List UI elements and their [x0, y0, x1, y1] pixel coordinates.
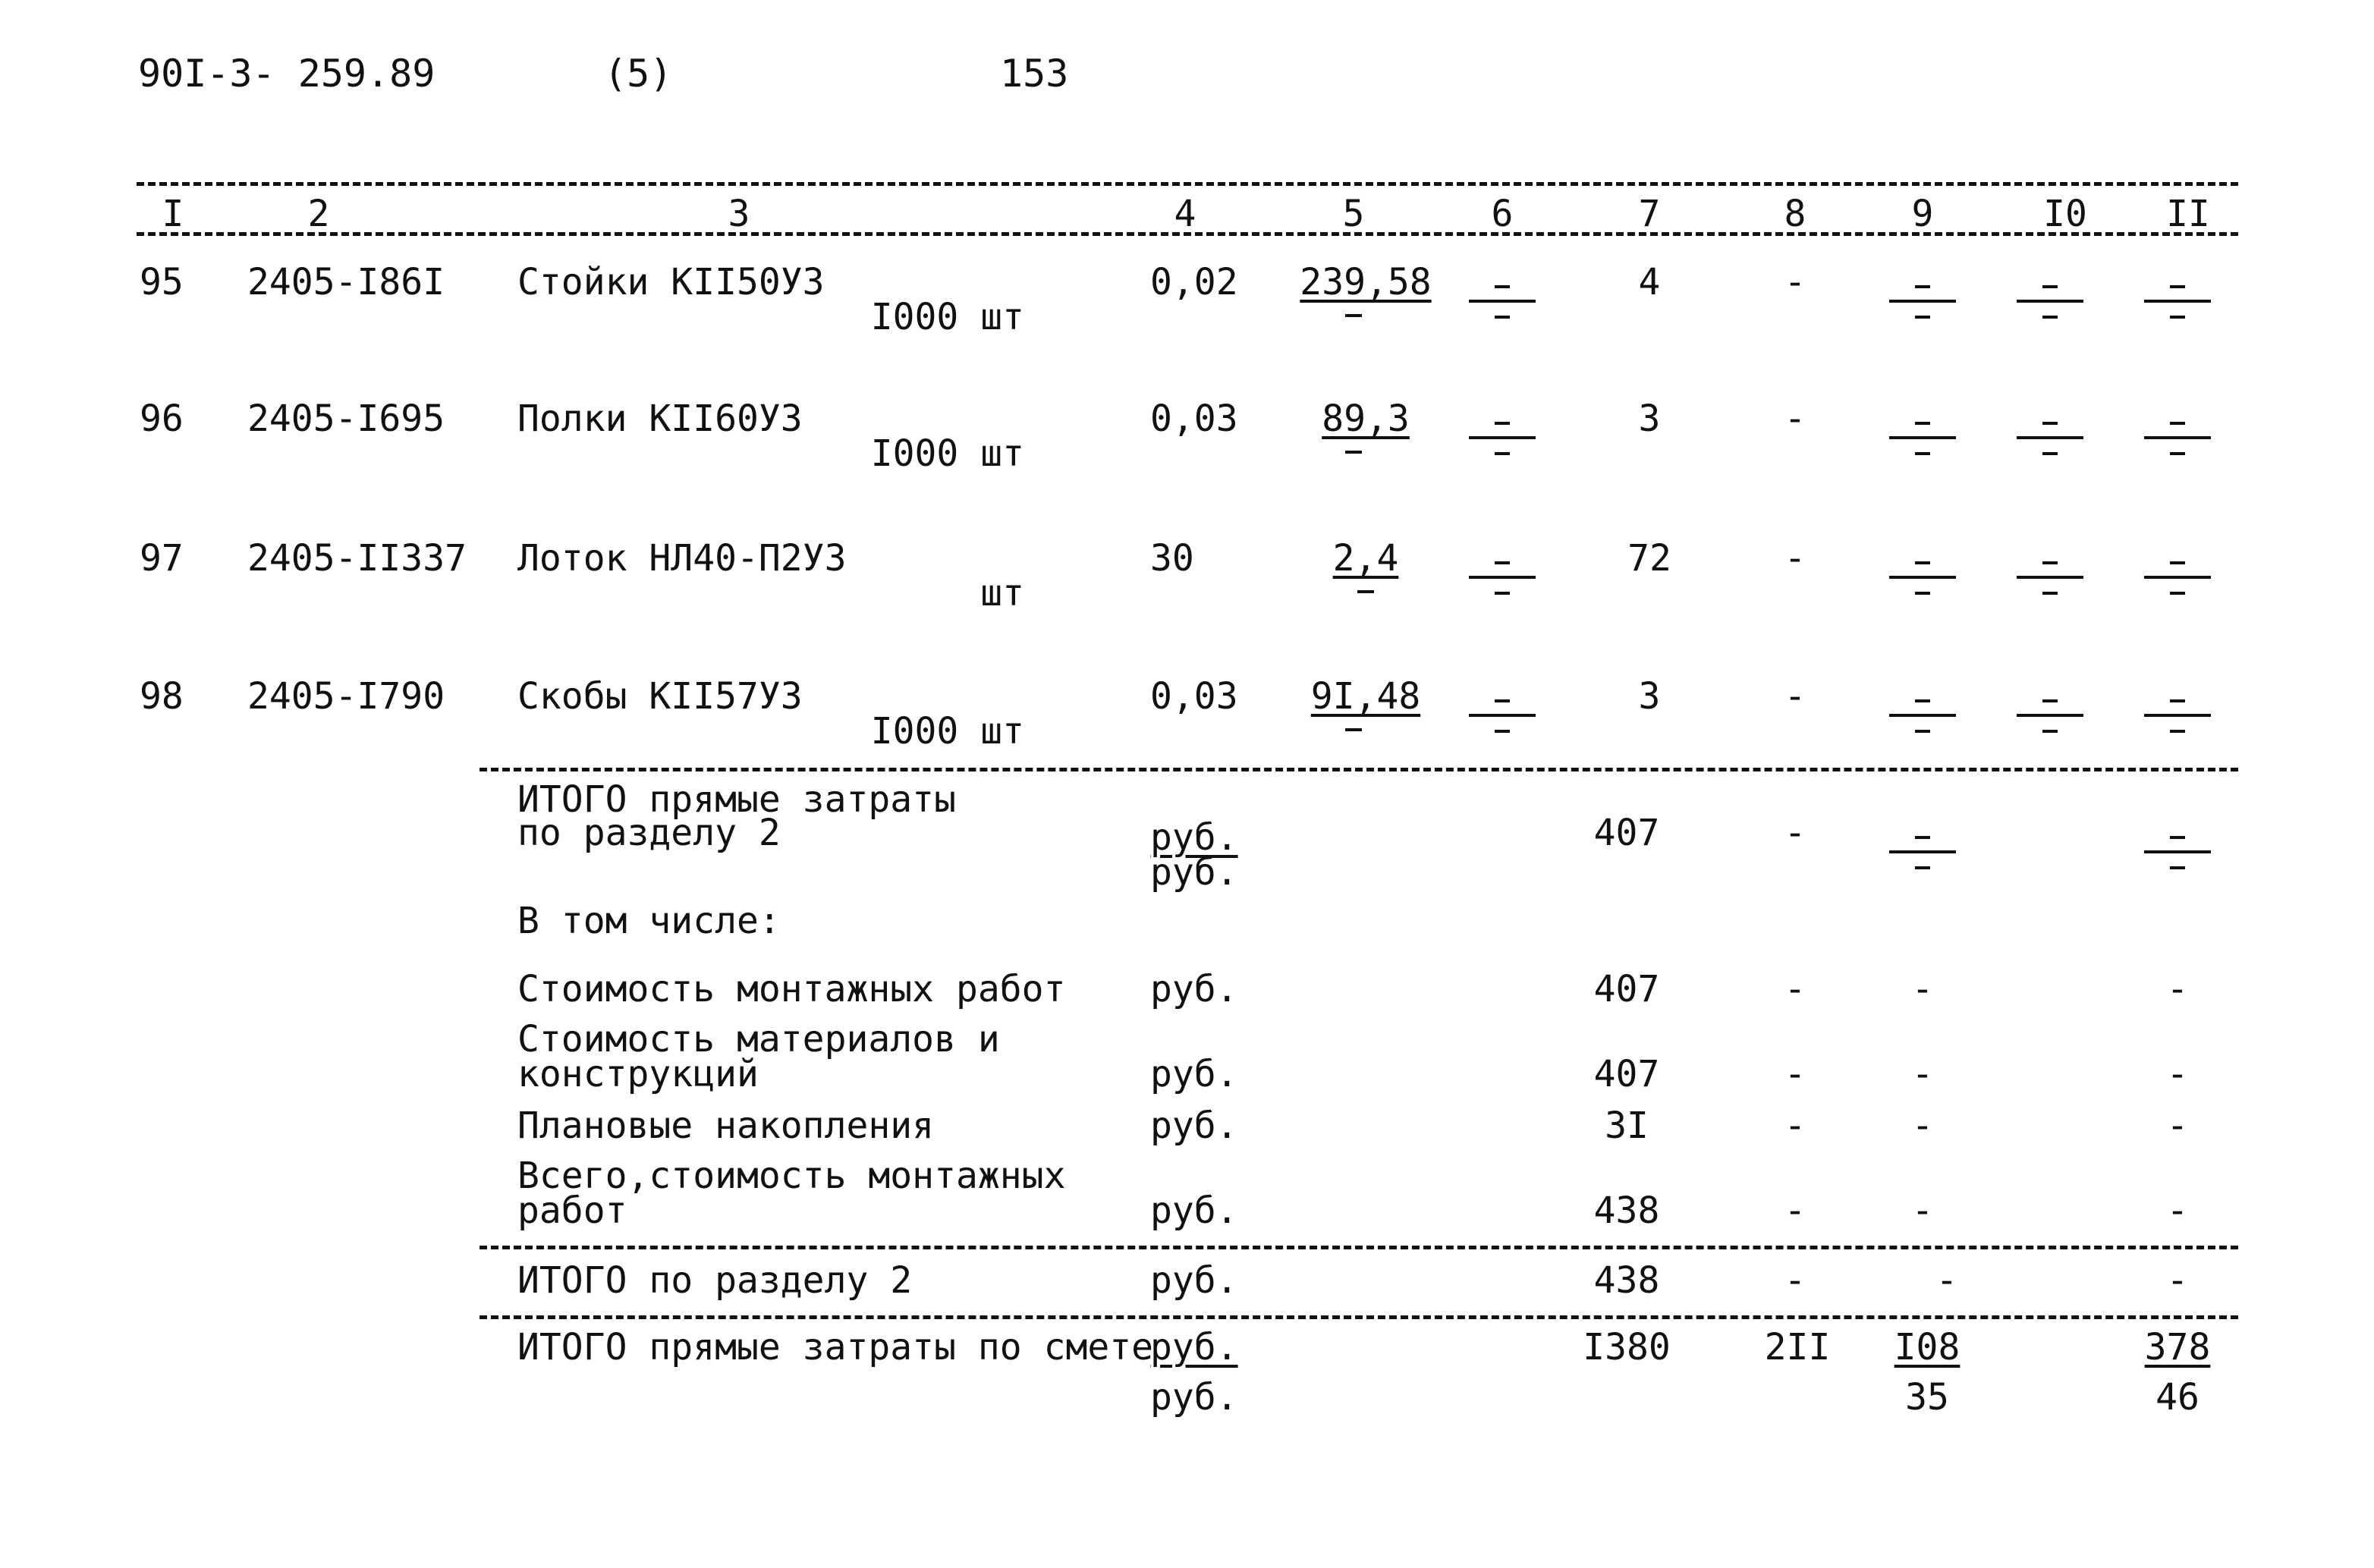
- materials-col11: -: [2166, 1053, 2189, 1095]
- overall-installation-total: 438: [1593, 1189, 1660, 1232]
- summary-col8: -: [1784, 812, 1806, 854]
- col-header-5: 5: [1342, 193, 1365, 235]
- empty-fraction-mark: [2017, 555, 2083, 599]
- section-total-col9: -: [1935, 1259, 1958, 1302]
- row-name: Стойки КII50УЗ: [517, 261, 825, 303]
- row-number: 98: [140, 675, 184, 718]
- empty-fraction-mark: [2144, 830, 2211, 874]
- row-quantity: 0,03: [1150, 675, 1238, 718]
- installation-col11: -: [2166, 968, 2189, 1010]
- planned-savings-col9: -: [1911, 1105, 1934, 1147]
- col-header-1: I: [162, 193, 184, 235]
- price-lower-dash: [1357, 590, 1374, 593]
- estimate-col9-top: I08: [1894, 1326, 1961, 1368]
- price-lower-dash: [1345, 451, 1362, 454]
- col-header-2: 2: [307, 193, 330, 235]
- empty-fraction-mark: [2017, 279, 2083, 323]
- planned-savings-col8: -: [1784, 1105, 1806, 1147]
- installation-col8: -: [1784, 968, 1806, 1010]
- row-total: 4: [1638, 261, 1661, 303]
- row-unit: I000 шт: [870, 432, 1024, 475]
- document-code: 90I-3- 259.89: [138, 52, 435, 96]
- overall-installation-col11: -: [2166, 1189, 2189, 1232]
- row-col8: -: [1784, 675, 1806, 718]
- empty-fraction-mark: [2144, 279, 2211, 323]
- row-col8: -: [1784, 537, 1806, 580]
- estimate-col11-top: 378: [2144, 1326, 2211, 1368]
- empty-fraction-mark: [1889, 830, 1956, 874]
- sheet-marker: (5): [604, 52, 673, 96]
- row-unit: шт: [980, 572, 1024, 614]
- row-col8: -: [1784, 397, 1806, 440]
- col-header-7: 7: [1638, 193, 1661, 235]
- installation-label: Стоимость монтажных работ: [517, 968, 1066, 1010]
- materials-label-line1: Стоимость материалов и: [517, 1018, 1000, 1061]
- materials-total: 407: [1593, 1053, 1660, 1095]
- empty-fraction-mark: [1889, 279, 1956, 323]
- row-price: 89,3: [1322, 397, 1410, 440]
- empty-fraction-mark: [1469, 416, 1536, 460]
- row-total: 3: [1638, 675, 1661, 718]
- installation-total: 407: [1593, 968, 1660, 1010]
- installation-unit: руб.: [1150, 968, 1238, 1010]
- row-name: Полки КII60УЗ: [517, 397, 803, 440]
- col-header-4: 4: [1174, 193, 1196, 235]
- row-col8: -: [1784, 261, 1806, 303]
- page-number: 153: [1000, 52, 1069, 96]
- estimate-col11-bottom: 46: [2155, 1376, 2199, 1419]
- header-top-rule: [137, 182, 2238, 186]
- section-rule: [480, 768, 2238, 771]
- col-header-11: II: [2166, 193, 2210, 235]
- empty-fraction-mark: [2144, 416, 2211, 460]
- overall-installation-line2: работ: [517, 1189, 627, 1232]
- overall-installation-unit: руб.: [1150, 1189, 1238, 1232]
- row-price: 9I,48: [1310, 675, 1421, 718]
- col-header-8: 8: [1784, 193, 1806, 235]
- row-unit: I000 шт: [870, 710, 1024, 753]
- empty-fraction-mark: [2144, 555, 2211, 599]
- summary-direct-costs-line1: ИТОГО прямые затраты: [517, 778, 956, 821]
- planned-savings-col11: -: [2166, 1105, 2189, 1147]
- planned-savings-total: 3I: [1605, 1105, 1649, 1147]
- overall-installation-col9: -: [1911, 1189, 1934, 1232]
- summary-unit-top: руб.: [1150, 816, 1238, 859]
- empty-fraction-mark: [1469, 555, 1536, 599]
- materials-unit: руб.: [1150, 1053, 1238, 1095]
- row-name: Лоток НЛ40-П2УЗ: [517, 537, 847, 580]
- materials-col8: -: [1784, 1053, 1806, 1095]
- empty-fraction-mark: [1889, 555, 1956, 599]
- empty-fraction-mark: [1889, 416, 1956, 460]
- price-lower-dash: [1345, 314, 1362, 317]
- estimate-col9-bottom: 35: [1905, 1376, 1949, 1419]
- section-total-col8: -: [1784, 1259, 1806, 1302]
- col-header-10: I0: [2043, 193, 2087, 235]
- empty-fraction-mark: [1469, 279, 1536, 323]
- section-total-value: 438: [1593, 1259, 1660, 1302]
- estimate-unit-bottom: руб.: [1150, 1376, 1238, 1419]
- empty-fraction-mark: [2144, 693, 2211, 737]
- section-total-rule: [480, 1246, 2238, 1249]
- installation-col9: -: [1911, 968, 1934, 1010]
- overall-installation-col8: -: [1784, 1189, 1806, 1232]
- materials-label-line2: конструкций: [517, 1053, 759, 1095]
- summary-unit-bottom: руб.: [1150, 851, 1238, 894]
- row-quantity: 0,03: [1150, 397, 1238, 440]
- row-quantity: 30: [1150, 537, 1194, 580]
- row-quantity: 0,02: [1150, 261, 1238, 303]
- col-header-3: 3: [728, 193, 750, 235]
- empty-fraction-mark: [1889, 693, 1956, 737]
- empty-fraction-mark: [1469, 693, 1536, 737]
- section-total-unit: руб.: [1150, 1259, 1238, 1302]
- empty-fraction-mark: [2017, 693, 2083, 737]
- including-label: В том числе:: [517, 900, 781, 942]
- overall-installation-line1: Всего,стоимость монтажных: [517, 1155, 1066, 1197]
- row-number: 97: [140, 537, 184, 580]
- summary-total: 407: [1593, 812, 1660, 854]
- planned-savings-label: Плановые накопления: [517, 1105, 935, 1147]
- row-code: 2405-II337: [247, 537, 467, 580]
- row-price: 239,58: [1300, 261, 1432, 303]
- planned-savings-unit: руб.: [1150, 1105, 1238, 1147]
- section-total-label: ИТОГО по разделу 2: [517, 1259, 913, 1302]
- row-code: 2405-I86I: [247, 261, 445, 303]
- row-code: 2405-I695: [247, 397, 445, 440]
- summary-direct-costs-line2: по разделу 2: [517, 812, 781, 854]
- estimate-col8: 2II: [1764, 1326, 1831, 1368]
- row-price: 2,4: [1332, 537, 1399, 580]
- estimate-unit-top: руб.: [1150, 1326, 1238, 1368]
- col-header-9: 9: [1911, 193, 1934, 235]
- row-code: 2405-I790: [247, 675, 445, 718]
- estimate-total-rule: [480, 1315, 2238, 1319]
- row-name: Скобы КII57УЗ: [517, 675, 803, 718]
- row-number: 95: [140, 261, 184, 303]
- row-total: 72: [1627, 537, 1671, 580]
- row-number: 96: [140, 397, 184, 440]
- section-total-col11: -: [2166, 1259, 2189, 1302]
- row-total: 3: [1638, 397, 1661, 440]
- row-unit: I000 шт: [870, 296, 1024, 338]
- estimate-total-value: I380: [1583, 1326, 1671, 1368]
- empty-fraction-mark: [2017, 416, 2083, 460]
- price-lower-dash: [1345, 728, 1362, 731]
- col-header-6: 6: [1491, 193, 1514, 235]
- materials-col9: -: [1911, 1053, 1934, 1095]
- estimate-total-label: ИТОГО прямые затраты по смете: [517, 1326, 1154, 1368]
